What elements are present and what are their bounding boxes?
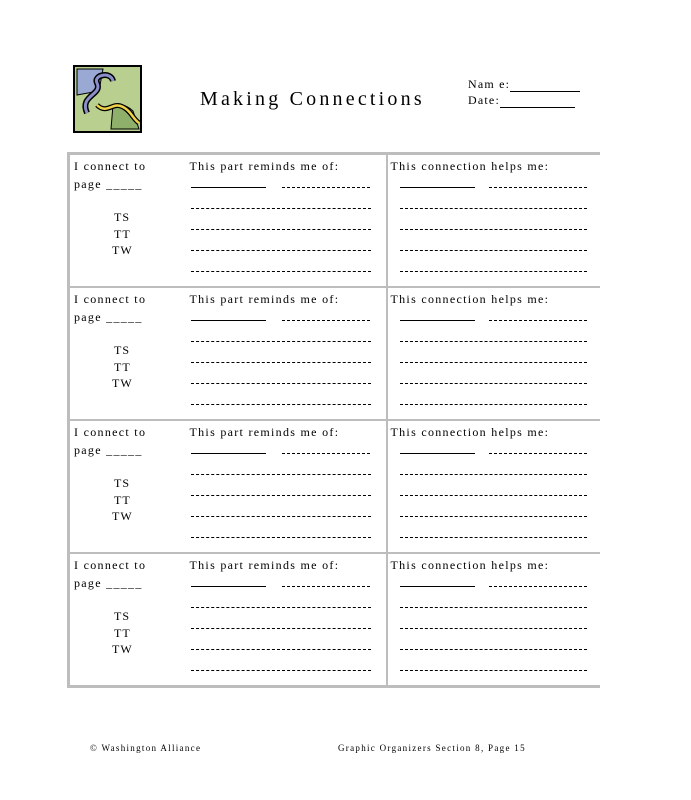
reminds-cell (187, 154, 387, 288)
answer-line[interactable] (400, 383, 587, 384)
connection-type-list (114, 209, 133, 259)
connection-type-option[interactable]: TS (114, 210, 131, 224)
answer-line[interactable] (400, 516, 587, 517)
answer-line[interactable] (400, 537, 587, 538)
reminds-label: This part reminds me of: (189, 292, 340, 306)
date-blank-line[interactable] (500, 95, 575, 108)
answer-line[interactable] (191, 320, 266, 321)
name-blank-line[interactable] (510, 79, 580, 92)
connection-type-option[interactable]: TW (112, 376, 133, 390)
reminds-label: This part reminds me of: (189, 558, 340, 572)
footer-copyright: © Washington Alliance (90, 743, 202, 753)
answer-line[interactable] (489, 320, 587, 321)
answer-line[interactable] (400, 649, 587, 650)
answer-line[interactable] (191, 607, 371, 608)
answer-line[interactable] (191, 187, 266, 188)
connection-type-list (114, 342, 133, 392)
answer-line[interactable] (400, 271, 587, 272)
helps-cell (387, 420, 600, 553)
answer-line[interactable] (400, 187, 475, 188)
answer-line[interactable] (191, 537, 371, 538)
helps-cell (387, 154, 600, 288)
connection-type-option[interactable]: TS (114, 476, 131, 490)
answer-line[interactable] (191, 516, 371, 517)
connect-cell (69, 287, 187, 420)
organizer-row (69, 420, 600, 553)
organizer-row (69, 553, 600, 687)
name-label: Nam e: (468, 77, 511, 91)
reminds-cell (187, 553, 387, 687)
connection-type-option[interactable]: TT (114, 625, 131, 640)
reminds-label: This part reminds me of: (189, 425, 340, 439)
writing-lines (400, 586, 587, 691)
answer-line[interactable] (400, 453, 475, 454)
connection-type-list (114, 608, 133, 658)
answer-line[interactable] (282, 453, 370, 454)
reminds-label: This part reminds me of: (189, 159, 340, 173)
answer-line[interactable] (400, 362, 587, 363)
page-blank[interactable]: page _____ (74, 576, 143, 590)
page-blank[interactable]: page _____ (74, 443, 143, 457)
name-field[interactable] (468, 77, 580, 92)
answer-line[interactable] (400, 404, 587, 405)
answer-line[interactable] (400, 341, 587, 342)
helps-label: This connection helps me: (390, 292, 550, 306)
logo-clipart-icon (73, 65, 143, 133)
connection-type-option[interactable]: TW (112, 509, 133, 523)
helps-label: This connection helps me: (390, 159, 550, 173)
connect-cell (69, 553, 187, 687)
writing-lines (400, 187, 587, 292)
connect-cell (69, 420, 187, 553)
answer-line[interactable] (191, 229, 371, 230)
writing-lines (191, 187, 371, 292)
answer-line[interactable] (191, 670, 371, 671)
answer-line[interactable] (191, 586, 266, 587)
helps-label: This connection helps me: (390, 558, 550, 572)
page-blank[interactable]: page _____ (74, 310, 143, 324)
date-field[interactable] (468, 93, 575, 108)
organizer-row (69, 154, 600, 288)
page-title: Making Connections (200, 88, 425, 110)
reminds-cell (187, 287, 387, 420)
connect-label: I connect to (74, 425, 147, 439)
helps-label: This connection helps me: (390, 425, 550, 439)
answer-line[interactable] (191, 383, 371, 384)
answer-line[interactable] (400, 229, 587, 230)
answer-line[interactable] (489, 187, 587, 188)
answer-line[interactable] (489, 586, 587, 587)
connect-label: I connect to (74, 558, 147, 572)
answer-line[interactable] (400, 250, 587, 251)
answer-line[interactable] (400, 607, 587, 608)
connection-type-list (114, 475, 133, 525)
answer-line[interactable] (191, 208, 371, 209)
answer-line[interactable] (191, 649, 371, 650)
answer-line[interactable] (191, 271, 371, 272)
organizer-row (69, 287, 600, 420)
answer-line[interactable] (489, 453, 587, 454)
connection-type-option[interactable]: TS (114, 609, 131, 623)
connect-label: I connect to (74, 292, 147, 306)
writing-lines (400, 453, 587, 558)
connect-cell (69, 154, 187, 288)
making-connections-organizer (67, 152, 600, 688)
connection-type-option[interactable]: TT (114, 226, 131, 241)
footer-page-info: Graphic Organizers Section 8, Page 15 (338, 743, 526, 753)
answer-line[interactable] (191, 495, 371, 496)
connect-label: I connect to (74, 159, 147, 173)
connection-type-option[interactable]: TT (114, 492, 131, 507)
writing-lines (191, 453, 371, 558)
answer-line[interactable] (400, 628, 587, 629)
writing-lines (191, 586, 371, 691)
answer-line[interactable] (191, 453, 266, 454)
answer-line[interactable] (191, 474, 371, 475)
date-label: Date: (468, 93, 500, 107)
answer-line[interactable] (400, 208, 587, 209)
answer-line[interactable] (191, 404, 371, 405)
answer-line[interactable] (282, 320, 370, 321)
answer-line[interactable] (282, 187, 370, 188)
connection-type-option[interactable]: TS (114, 343, 131, 357)
connection-type-option[interactable]: TT (114, 359, 131, 374)
answer-line[interactable] (191, 250, 371, 251)
answer-line[interactable] (400, 474, 587, 475)
answer-line[interactable] (191, 362, 371, 363)
answer-line[interactable] (282, 586, 370, 587)
answer-line[interactable] (191, 628, 371, 629)
page-blank[interactable]: page _____ (74, 177, 143, 191)
helps-cell (387, 553, 600, 687)
writing-lines (191, 320, 371, 425)
answer-line[interactable] (400, 670, 587, 671)
connection-type-option[interactable]: TW (112, 642, 133, 656)
writing-lines (400, 320, 587, 425)
answer-line[interactable] (400, 586, 475, 587)
answer-line[interactable] (191, 341, 371, 342)
connection-type-option[interactable]: TW (112, 243, 133, 257)
helps-cell (387, 287, 600, 420)
answer-line[interactable] (400, 320, 475, 321)
reminds-cell (187, 420, 387, 553)
answer-line[interactable] (400, 495, 587, 496)
